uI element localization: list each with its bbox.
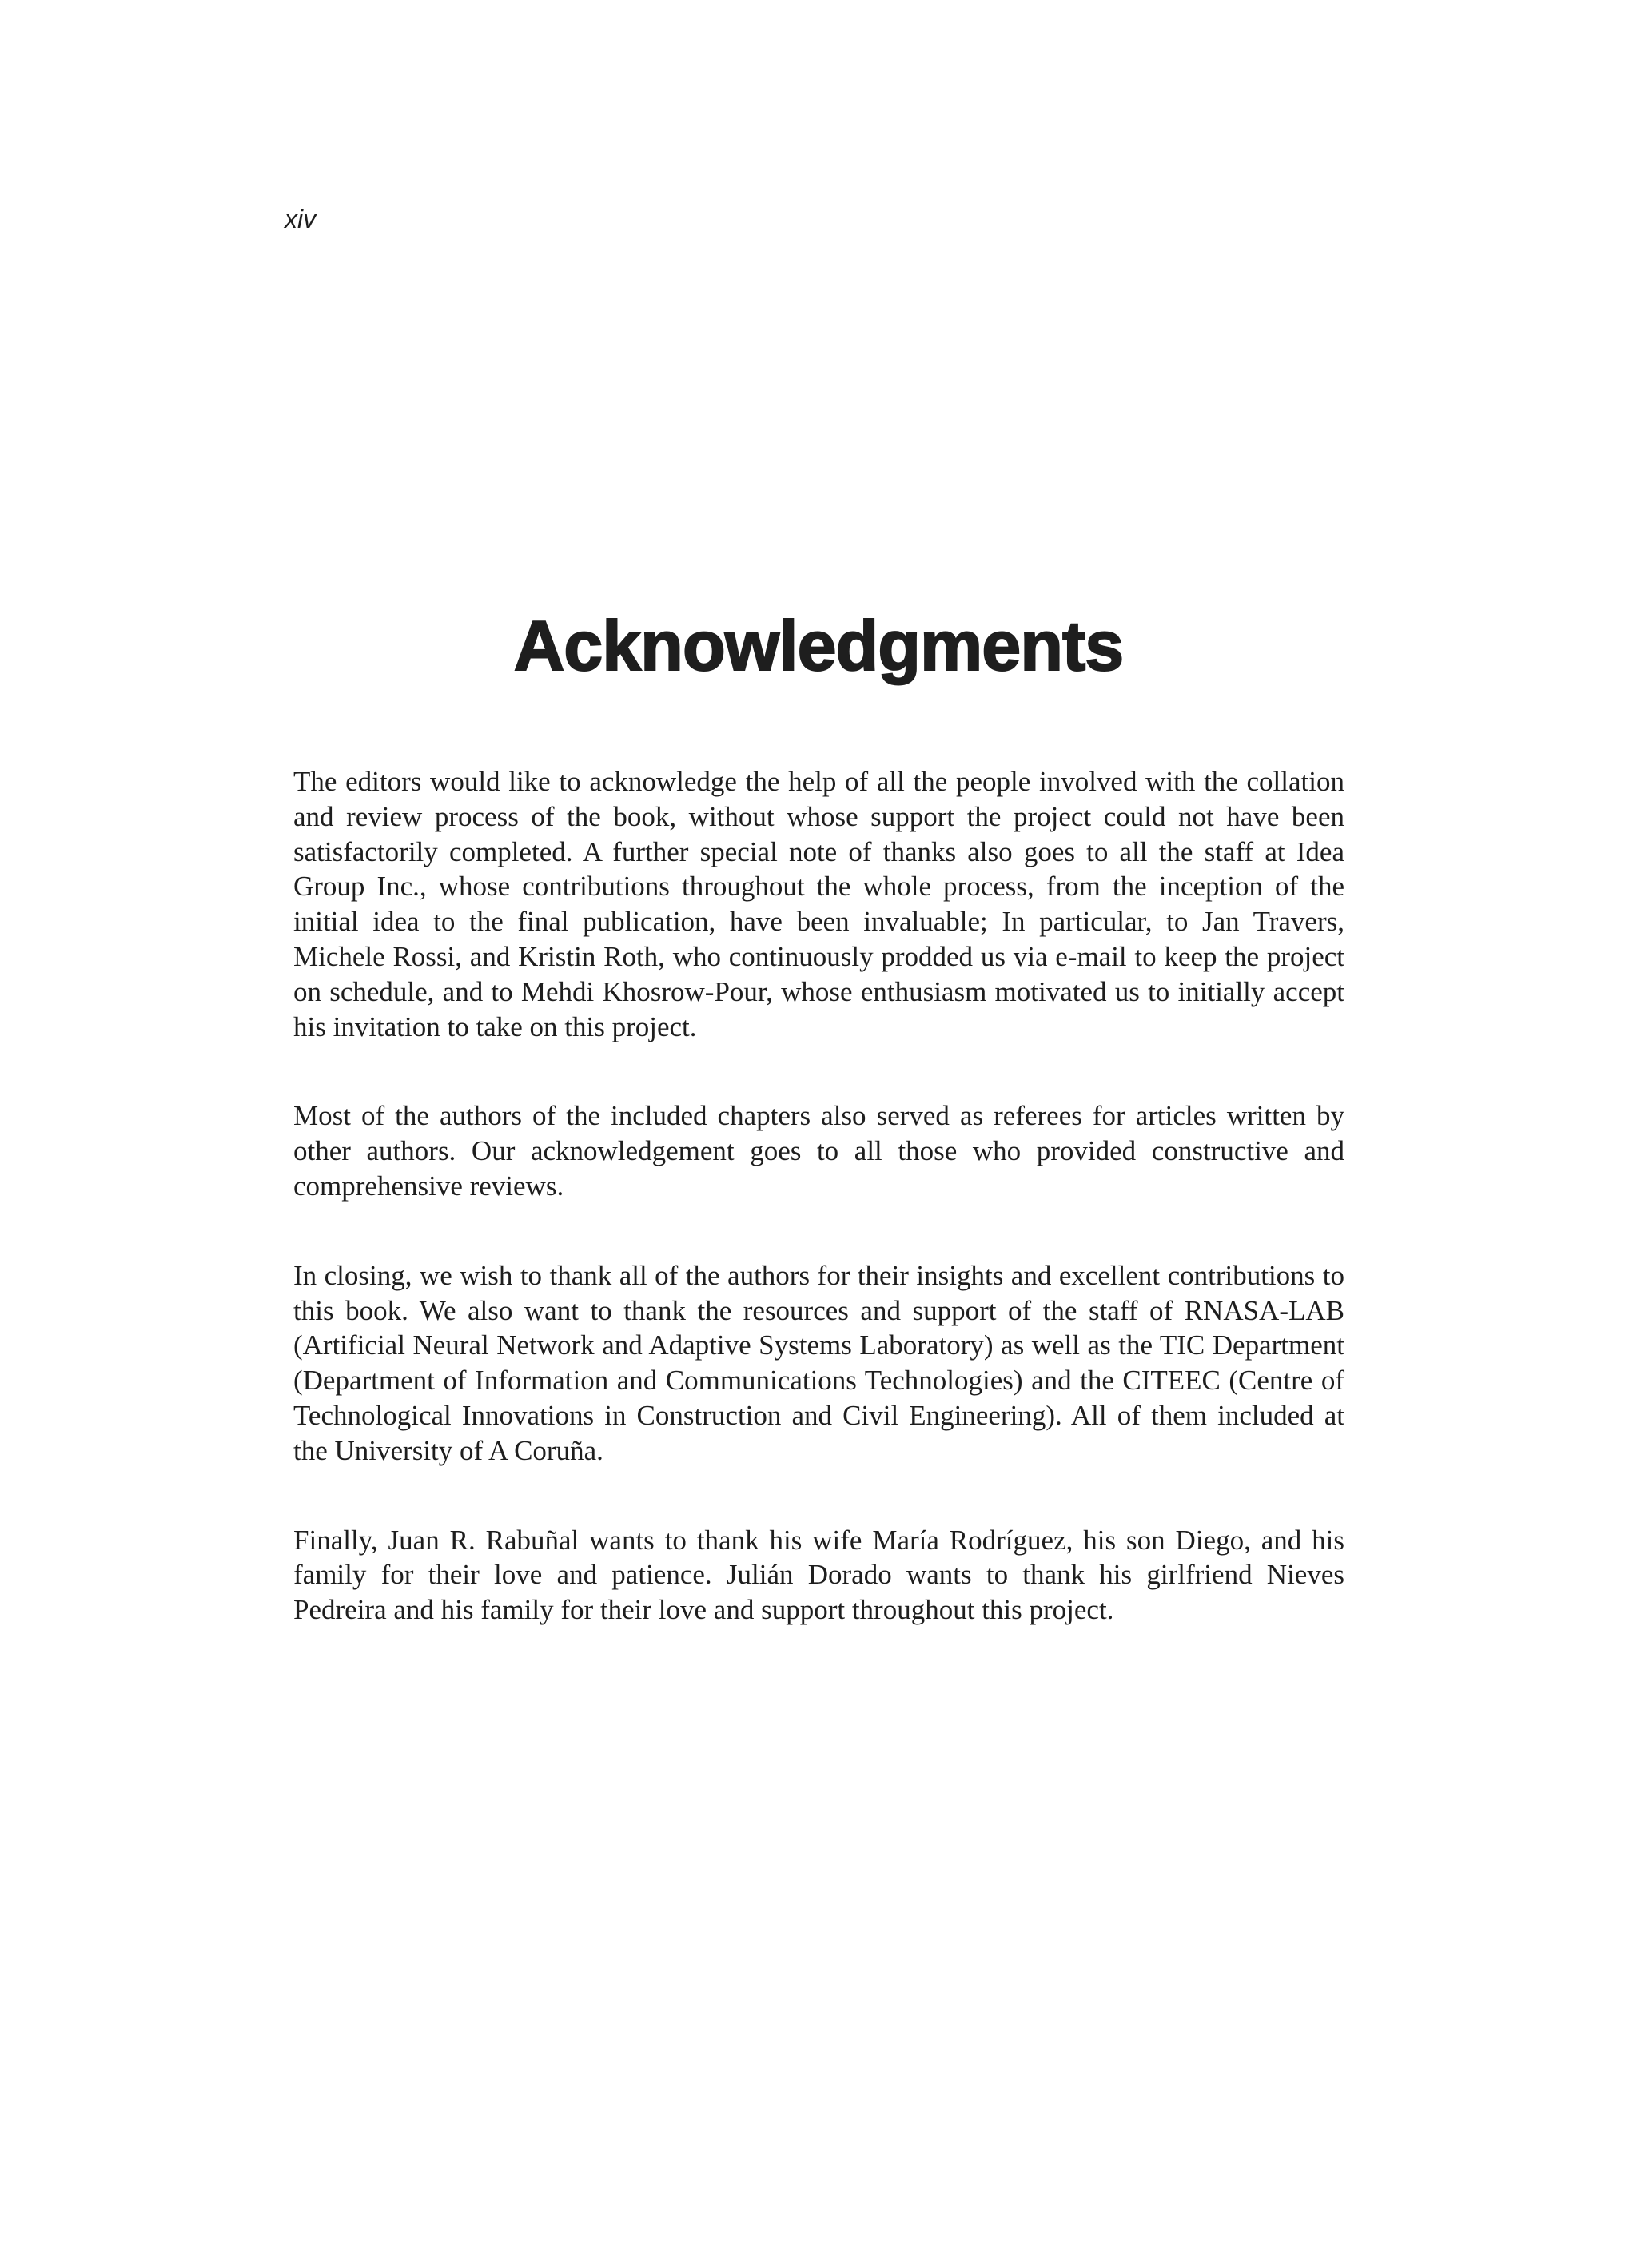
acknowledgments-body <box>293 764 1344 1682</box>
page-title: Acknowledgments <box>513 605 1124 685</box>
paragraph-referees-thanks: Most of the authors of the included chapters also served as referees for articles written by other authors. Our acknowledgement goes to all those who provided constructive and comprehensive reviews. <box>293 1100 1344 1202</box>
paragraph-closing-thanks: In closing, we wish to thank all of the authors for their insights and excellent contributions to this book. We also want to thank the resources and support of the staff of RNASA-LAB (Artificial Neural Network and Adaptive Systems Laboratory) as well as the TIC Department (Department of Information and Communications Technologies) and the CITEEC (Centre of Technological Innovations in Construction and Civil Engineering). All of them included at the University of A Coruña. <box>293 1259 1344 1466</box>
paragraph-family-thanks: Finally, Juan R. Rabuñal wants to thank his wife María Rodríguez, his son Diego, and his family for their love and patience. Julián Dorado wants to thank his girlfriend Nieves Pedreira and his family for their love and support throughout this project. <box>293 1524 1344 1626</box>
paragraph-editors-thanks: The editors would like to acknowledge the help of all the people involved with the collation and review process of the book, without whose support the project could not have been satisfactorily completed. A further special note of thanks also goes to all the staff at Idea Group Inc., whose contributions throughout the whole process, from the inception of the initial idea to the final publication, have been invaluable; In particular, to Jan Travers, Michele Rossi, and Kristin Roth, who continuously prodded us via e-mail to keep the project on schedule, and to Mehdi Khosrow-Pour, whose enthusiasm motivated us to initially accept his invitation to take on this project. <box>293 766 1344 1042</box>
page-number: xiv <box>285 205 317 233</box>
